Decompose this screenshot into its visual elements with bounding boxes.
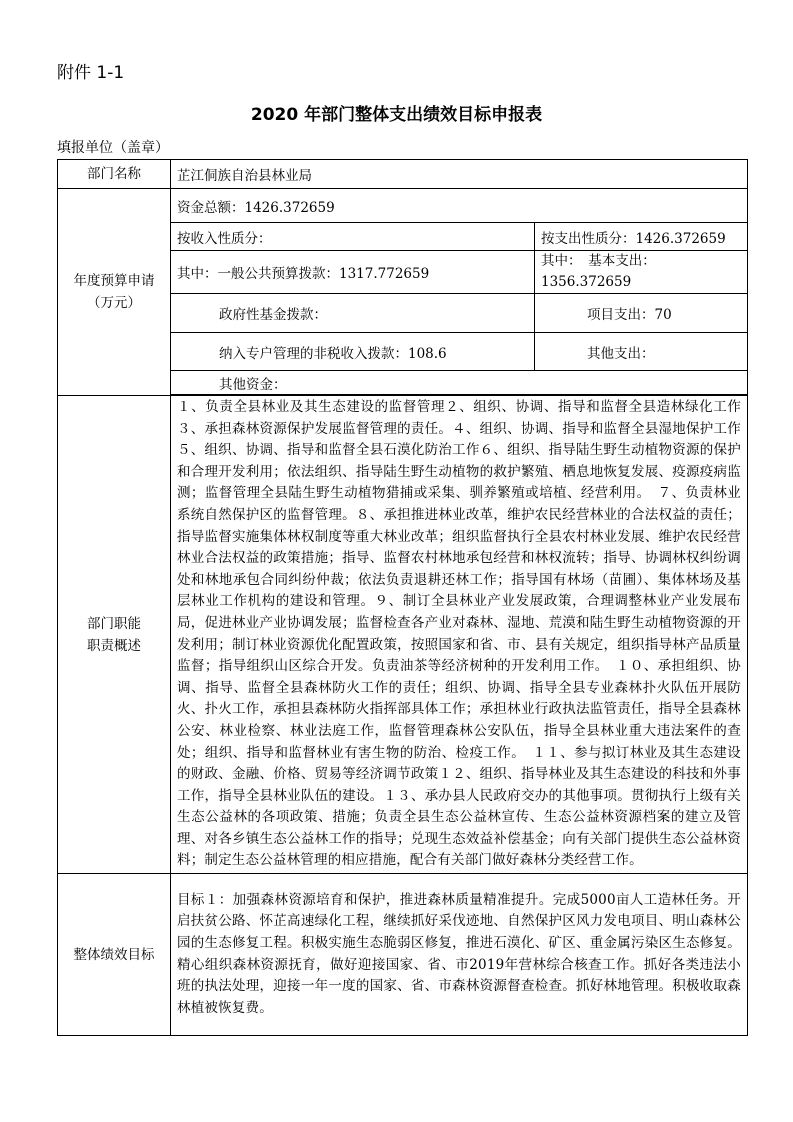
duties-label-cell bbox=[58, 396, 171, 874]
other-funds: 其他资金： bbox=[171, 371, 748, 395]
by-income-nature: 按收入性质分： bbox=[171, 223, 535, 251]
general-budget-allocation: 其中：一般公共预算拨款：1317.772659 bbox=[171, 251, 535, 294]
duties-row bbox=[58, 396, 748, 874]
goals-label: 整体绩效目标 bbox=[58, 874, 171, 1036]
duties-text: １、负责全县林业及其生态建设的监督管理２、组织、协调、指导和监督全县造林绿化工作３、承担森林资源保护发展监督管理的责任。４、组织、协调、指导和监督全县湿地保护工作５、组织、协调、指导和监督全县石漠化防治工作６、组织、指导陆生野生动植物资源的保护和合理开发利用；依法组织、指导陆生野生动植物的救护繁殖、栖息地恢复发展、疫源疫病监测；监督管理全县陆生野生动植物猎捕或采集、驯养繁殖或培植、经营利用。 ７、负责林业系统自然保护区的监督管理。８、承担推进林业改革，维护农民经营林业的合法权益的责任；指导监督实施集体林权制度等重大林业改革；组织监督执行全县农村林业发展、维护农民经营林业合法权益的政策措施；指导、监督农村林地承包经营和林权流转；指导、协调林权纠纷调处和林地承包合同纠纷仲裁；依法负责退耕还林工作；指导国有林场（苗圃）、集体林场及基层林业工作机构的建设和管理。９、制订全县林业产业发展政策，合理调整林业产业发展布局，促进林业产业协调发展；监督检查各产业对森林、湿地、荒漠和陆生野生动植物资源的开发利用；制订林业资源优化配置政策，按照国家和省、市、县有关规定，组织指导林产品质量监督；指导组织山区综合开发。负责油茶等经济树种的开发利用工作。 １０、承担组织、协调、指导、监督全县森林防火工作的责任；组织、协调、指导全县专业森林扑火队伍开展防火、扑火工作，承担县森林防火指挥部具体工作；承担林业行政执法监管责任，指导全县森林公安、林业检察、林业法庭工作，监督管理森林公安队伍，指导全县林业重大违法案件的查处；组织、指导和监督林业有害生物的防治、检疫工作。 １１、参与拟订林业及其生态建设的财政、金融、价格、贸易等经济调节政策１２、组织、指导林业及其生态建设的科技和外事工作，指导全县林业队伍的建设。１３、承办县人民政府交办的其他事项。贯彻执行上级有关生态公益林的各项政策、措施；负责全县生态公益林宣传、生态公益林资源档案的建立及管理、对各乡镇生态公益林工作的指导；兑现生态效益补偿基金；向有关部门提供生态公益林资料；制定生态公益林管理的相应措施，配合有关部门做好森林分类经营工作。 bbox=[171, 396, 748, 874]
other-expense: 其他支出： bbox=[535, 333, 748, 371]
basic-expense-cell bbox=[535, 251, 748, 294]
application-table bbox=[57, 159, 748, 1036]
nontax-income-allocation: 纳入专户管理的非税收入拨款：108.6 bbox=[171, 333, 535, 371]
attachment-label: 附件 1-1 bbox=[57, 63, 125, 83]
budget-label-cell bbox=[58, 189, 171, 396]
dept-name-label: 部门名称 bbox=[58, 160, 171, 189]
project-expense: 项目支出：70 bbox=[535, 294, 748, 333]
duties-label-line1: 部门职能 bbox=[87, 615, 141, 632]
goals-row bbox=[58, 874, 748, 1036]
duties-label-line2: 职责概述 bbox=[87, 637, 141, 654]
budget-total-row bbox=[58, 189, 748, 223]
filler-unit-label: 填报单位（盖章） bbox=[57, 140, 169, 156]
goals-text: 目标１：加强森林资源培育和保护，推进森林质量精准提升。完成5000亩人工造林任务。开启扶贫公路、怀芷高速绿化工程，继续抓好采伐迹地、自然保护区风力发电项目、明山森林公园的生态修复工程。积极实施生态脆弱区修复，推进石漠化、矿区、重金属污染区生态修复。精心组织森林资源抚育，做好迎接国家、省、市2019年营林综合核查工作。抓好各类违法小班的执法处理，迎接一年一度的国家、省、市森林资源督查检查。抓好林地管理。积极收取森林植被恢复费。 bbox=[171, 874, 748, 1036]
form-title: 2020 年部门整体支出绩效目标申报表 bbox=[250, 105, 543, 125]
budget-label-line1: 年度预算申请 bbox=[73, 273, 155, 289]
basic-expense-label: 其中： 基本支出： bbox=[541, 253, 656, 269]
budget-label-line2: （万元） bbox=[87, 295, 141, 311]
dept-row bbox=[58, 160, 748, 189]
dept-name-value: 芷江侗族自治县林业局 bbox=[171, 160, 748, 189]
government-fund-allocation: 政府性基金拨款： bbox=[171, 294, 535, 333]
basic-expense-value: 1356.372659 bbox=[541, 274, 632, 290]
budget-total: 资金总额：1426.372659 bbox=[171, 189, 748, 223]
by-expense-nature: 按支出性质分：1426.372659 bbox=[535, 223, 748, 251]
